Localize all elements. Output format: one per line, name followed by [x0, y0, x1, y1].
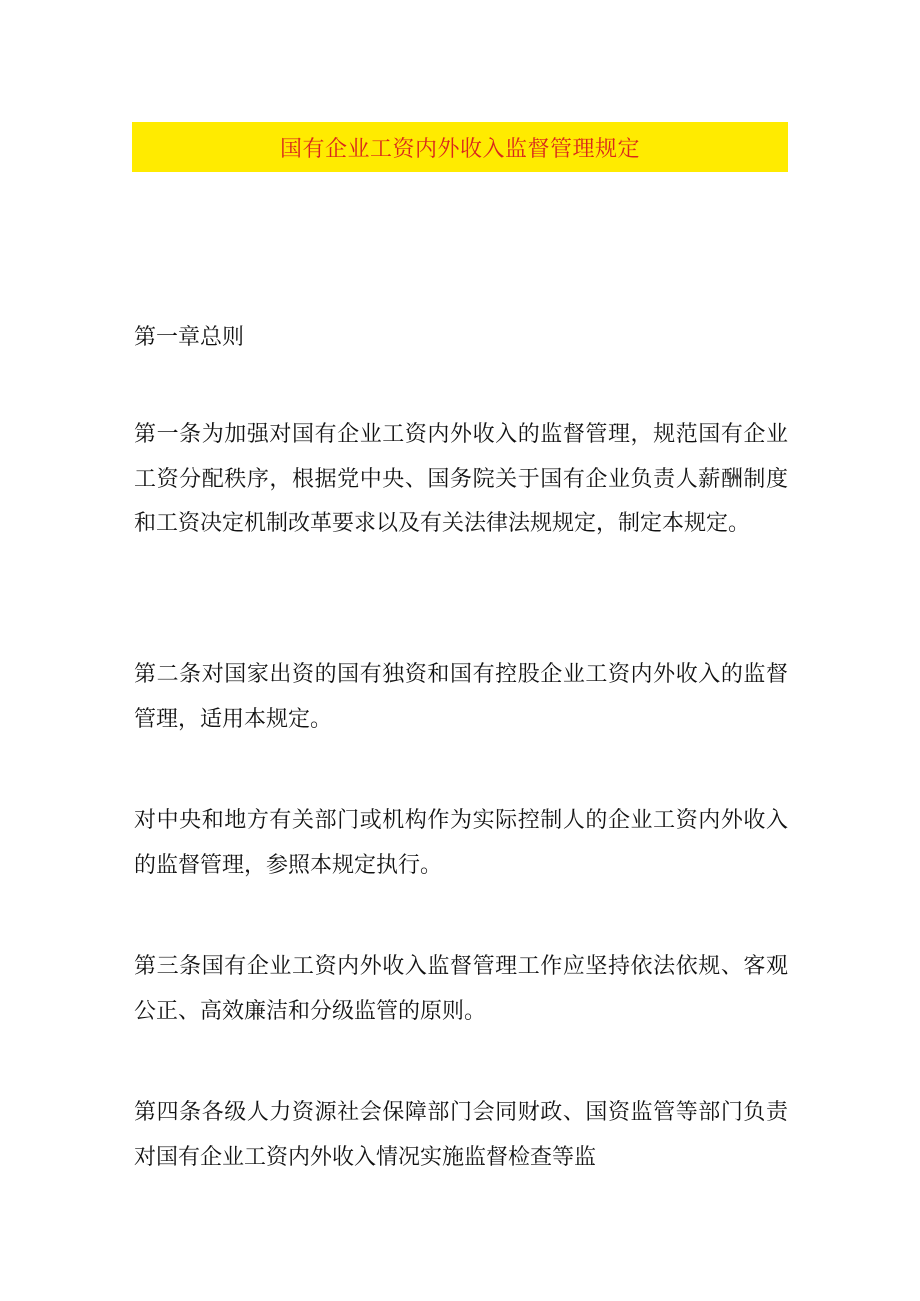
paragraph-article-1: 第一条为加强对国有企业工资内外收入的监督管理，规范国有企业工资分配秩序，根据党中央、国务院关于国有企业负责人薪酬制度和工资决定机制改革要求以及有关法律法规规定，制定本规定。 — [134, 422, 788, 536]
paragraph-article-3: 第三条国有企业工资内外收入监督管理工作应坚持依法依规、客观公正、高效廉洁和分级监管的原则。 — [134, 954, 788, 1024]
paragraph-article-2-supplement: 对中央和地方有关部门或机构作为实际控制人的企业工资内外收入的监督管理，参照本规定执行。 — [134, 808, 788, 878]
title-banner — [132, 122, 788, 172]
chapter-heading: 第一章总则 — [134, 325, 245, 350]
paragraph-article-2: 第二条对国家出资的国有独资和国有控股企业工资内外收入的监督管理，适用本规定。 — [134, 662, 788, 732]
paragraph-article-4: 第四条各级人力资源社会保障部门会同财政、国资监管等部门负责对国有企业工资内外收入情况实施监督检查等监 — [134, 1100, 788, 1170]
document-title: 国有企业工资内外收入监督管理规定 — [279, 136, 640, 162]
